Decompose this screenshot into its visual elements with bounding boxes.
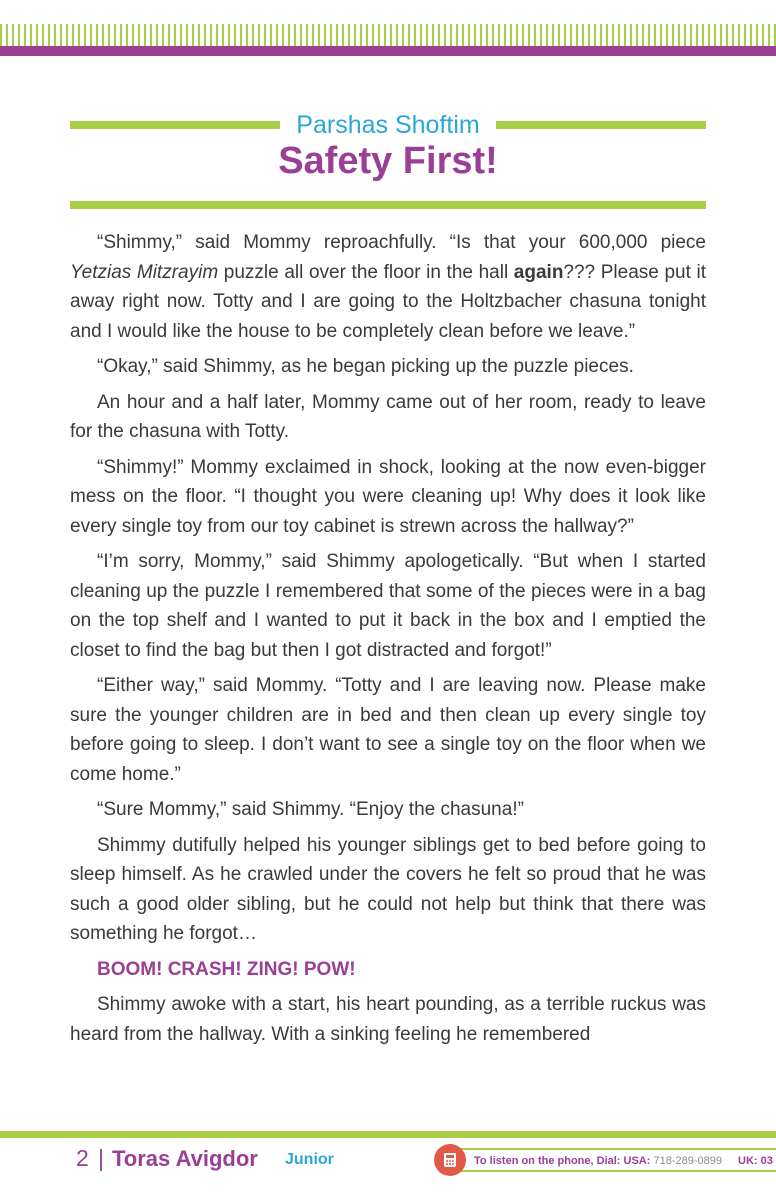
brand-name: Toras Avigdor <box>112 1146 258 1171</box>
story-paragraph-2: “Okay,” said Shimmy, as he began picking up the puzzle pieces. <box>97 356 634 377</box>
usa-phone-number: 718-289-0899 <box>653 1155 722 1167</box>
page-footer <box>0 1142 776 1178</box>
uk-phone-label: UK: 03 <box>738 1155 773 1167</box>
story-paragraph-5: “I’m sorry, Mommy,” said Shimmy apologetically. “But when I started cleaning up the puzzle I remembered that some of the pieces were in a bag on the top shelf and I wanted to put it back in the box and I emptied the closet to find the bag but then I got distracted and forgot!” <box>70 551 706 661</box>
header-rule-left <box>70 121 280 129</box>
page-title: Safety First! <box>278 140 498 182</box>
parsha-name: Parshas Shoftim <box>296 110 480 139</box>
phone-icon-glyph <box>441 1151 459 1169</box>
brand-sub: Junior <box>285 1151 334 1168</box>
emphasis-word: again <box>513 261 564 283</box>
top-purple-bar <box>0 46 776 56</box>
footer-separator: | <box>98 1145 104 1171</box>
page-number: 2 <box>76 1145 89 1171</box>
parsha-header <box>70 108 706 142</box>
footer-green-rule <box>0 1131 776 1138</box>
title-underline-rule <box>70 201 706 209</box>
story-paragraph-8: Shimmy dutifully helped his younger siblings get to bed before going to sleep himself. As he crawled under the covers he felt so proud that he was such a good older sibling, but he could not help but think that there was something he forgot… <box>70 834 706 944</box>
story-paragraph-7: “Sure Mommy,” said Shimmy. “Enjoy the chasuna!” <box>97 799 524 820</box>
story-paragraph-4: “Shimmy!” Mommy exclaimed in shock, looking at the now even-bigger mess on the floor. “I thought you were cleaning up! Why does it look like every single toy from our toy cabinet is strewn across the hallway?” <box>70 456 706 537</box>
phone-listen-text: To listen on the phone, Dial: USA: 718-289-0899 UK: 03 <box>474 1155 773 1167</box>
phone-icon <box>434 1144 466 1176</box>
italic-phrase: Yetzias Mitzrayim <box>70 261 219 283</box>
story-paragraph-9: Shimmy awoke with a start, his heart pounding, as a terrible ruckus was heard from the hallway. With a sinking feeling he remembered <box>70 994 706 1045</box>
top-decorative-ticks <box>0 24 776 46</box>
story-paragraph-6: “Either way,” said Mommy. “Totty and I are leaving now. Please make sure the younger children are in bed and then clean up every single toy before going to sleep. I don’t want to see a single toy on the floor when we come home.” <box>70 675 706 785</box>
story-paragraph-3: An hour and a half later, Mommy came out of her room, ready to leave for the chasuna with Totty. <box>70 391 706 442</box>
story-body <box>70 228 706 1055</box>
header-rule-right <box>496 121 706 129</box>
sound-effect-line: BOOM! CRASH! ZING! POW! <box>97 958 356 980</box>
story-paragraph-1: “Shimmy,” said Mommy reproachfully. “Is that your 600,000 piece Yetzias Mitzrayim puzzle all over the floor in the hall again??? Please put it away right now. Totty and I are going to the Holtzbacher chasuna tonight and I would like the house to be completely clean before we leave.” <box>70 232 706 342</box>
